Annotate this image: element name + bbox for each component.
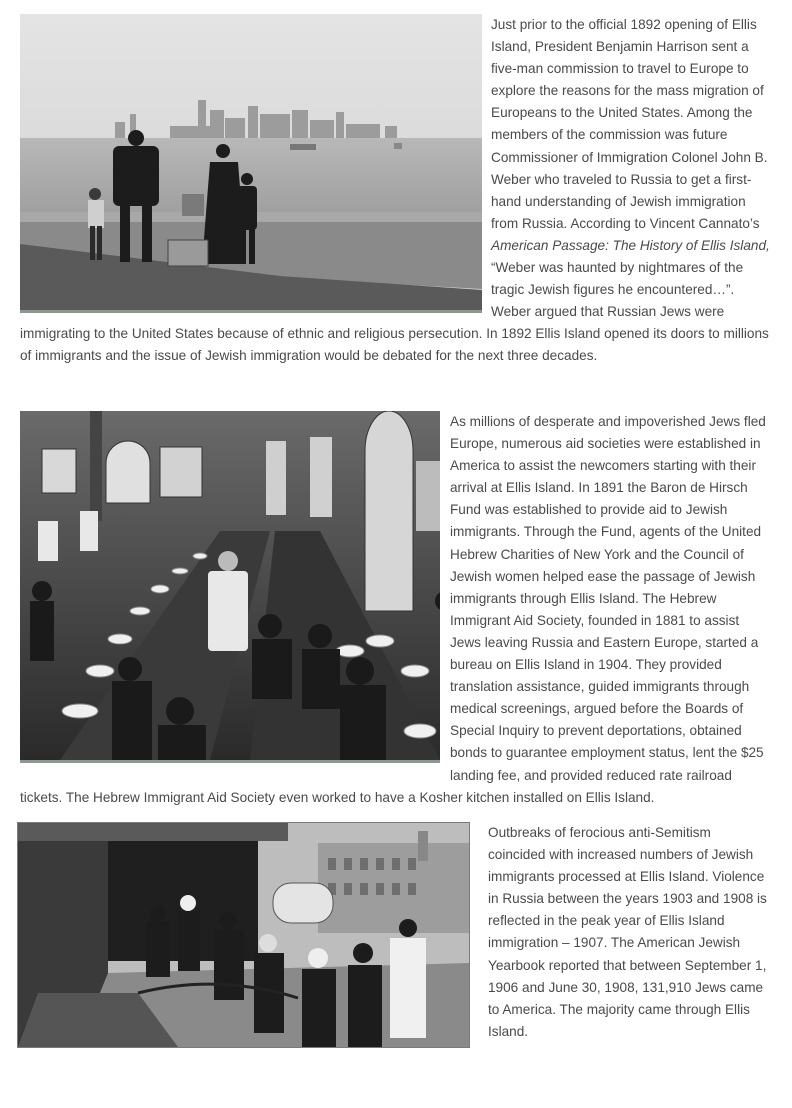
section-2-text: As millions of desperate and impoverished Jews fled Europe, numerous aid societies were established in America to assist the newcomers starting with their arrival at Ellis Island. In 1891 the Baron de Hirsch Fund was established to provide aid to Jewish immigrants. Through the Fund, agents of the United Hebrew Charities of New York and the Council of Jewish women helped ease the passage of Jewish immigrants through Ellis Island. The Hebrew Immigrant Aid Society, founded in 1881 to assist Jews leaving Russia and Eastern Europe, started a bureau on Ellis Island in 1904. They provided translation assistance, guided immigrants through medical screenings, argued before the Boards of Special Inquiry to prevent deportations, obtained bonds to guarantee employment status, lent the $25 landing fee, and provided reduced rate railroad tickets. The Hebrew Immigrant Aid Society even worked to have a Kosher kitchen installed on Ellis Island.	[20, 414, 766, 805]
section-1-text-start: Just prior to the official 1892 opening of Ellis Island, President Benjamin Harrison sent a five-man commission to travel to Europe to explore the reasons for the mass migration of Europeans to the United States. Among the members of the commission was future Commissioner of Immigration Colonel John B. Weber who traveled to Russia to get a first-hand understanding of Jewish immigration from Russia. According to Vincent Cannato’s	[491, 17, 768, 231]
article-section-3	[17, 822, 772, 1054]
dining-hall-photo	[20, 411, 440, 763]
article-section-1	[20, 14, 772, 368]
article-section-2	[20, 411, 772, 809]
section-1-text-end: “Weber was haunted by nightmares of the tragic Jewish figures he encountered…”. Weber argued that Russian Jews were immigrating to the United States because of ethnic and religious persecution. In 1892 Ellis Island opened its doors to millions of immigrants and the issue of Jewish immigration would be debated for the next three decades.	[20, 260, 769, 364]
ellis-island-skyline-photo	[20, 14, 482, 313]
book-title: American Passage: The History of Ellis Island,	[491, 237, 770, 253]
section-3-text: Outbreaks of ferocious anti-Semitism coincided with increased numbers of Jewish immigrants processed at Ellis Island. Violence in Russia between the years 1903 and 1908 is reflected in the peak year of Ellis Island immigration – 1907. The American Jewish Yearbook reported that between September 1, 1906 and June 30, 1908, 131,910 Jews came to America. The majority came through Ellis Island.	[488, 825, 767, 1039]
ferry-arrival-photo	[17, 822, 470, 1048]
